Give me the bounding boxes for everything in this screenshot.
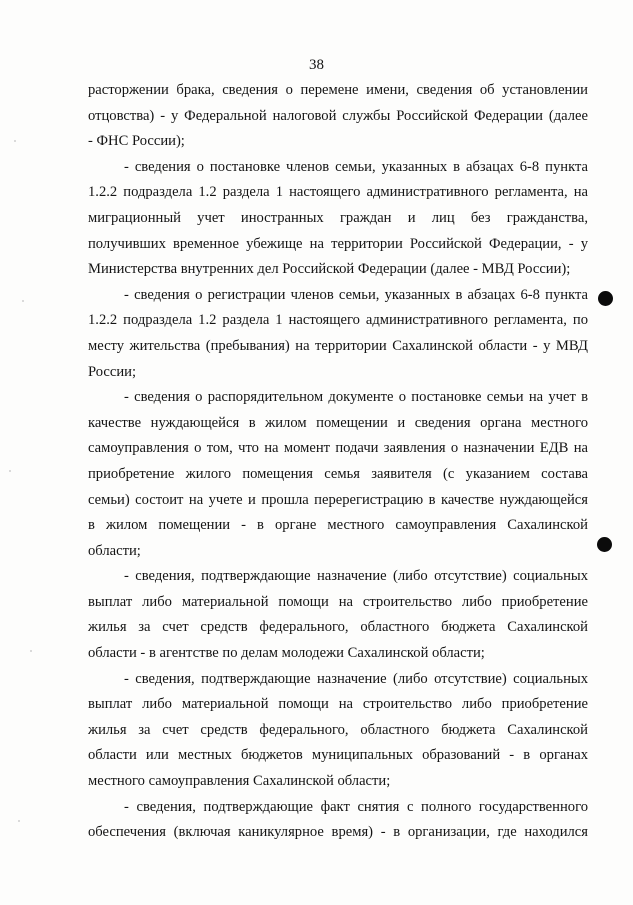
text-line: 1.2.2 подраздела 1.2 раздела 1 настоящего административного регламента, на [88, 184, 588, 201]
scan-speck [30, 650, 32, 652]
text-line: самоуправления о том, что на момент подачи заявления о назначении ЕДВ на [88, 440, 588, 457]
text-line: области - в агентстве по делам молодежи Сахалинской области; [88, 645, 485, 662]
paragraph-state-support [88, 795, 588, 846]
text-line: отцовства) - у Федеральной налоговой службы Российской Федерации (далее [88, 107, 588, 124]
text-line: - сведения о постановке членов семьи, указанных в абзацах 6-8 пункта [124, 158, 588, 175]
page-number: 38 [309, 57, 324, 73]
paragraph-youth-agency [88, 564, 588, 666]
paragraph-fns-migration [88, 155, 588, 283]
text-line: области или местных бюджетов муниципальных образований - в органах [88, 747, 588, 764]
paragraph-local-budgets [88, 667, 588, 795]
text-line: - ФНС России); [88, 133, 185, 150]
text-line: жилья за счет средств федерального, областного бюджета Сахалинской [88, 619, 588, 636]
text-line: расторжении брака, сведения о перемене имени, сведения об установлении [88, 82, 588, 98]
paragraph-housing-queue [88, 385, 588, 564]
text-line: получивших временное убежище на территории Российской Федерации, - у [88, 235, 588, 252]
text-line: обеспечения (включая каникулярное время) - в организации, где находился [88, 824, 588, 841]
text-line: жилья за счет средств федерального, областного бюджета Сахалинской [88, 721, 588, 738]
binding-hole-mark [597, 537, 612, 552]
scan-speck [18, 820, 20, 822]
text-line: 1.2.2 подраздела 1.2 раздела 1 настоящего административного регламента, по [88, 312, 588, 329]
scan-speck [9, 470, 11, 472]
text-line: семьи) состоит на учете и прошла перерегистрацию в качестве нуждающейся [88, 491, 588, 508]
text-line: местного самоуправления Сахалинской области; [88, 773, 391, 790]
text-line: - сведения о регистрации членов семьи, указанных в абзацах 6-8 пункта [124, 286, 588, 303]
text-line: - сведения, подтверждающие факт снятия с полного государственного [124, 798, 588, 815]
scan-speck [14, 140, 16, 142]
text-line: качестве нуждающейся в жилом помещении и сведения органа местного [88, 414, 588, 431]
text-line: - сведения о распорядительном документе о постановке семьи на учет в [124, 389, 588, 406]
text-line: выплат либо материальной помощи на строительство либо приобретение [88, 593, 588, 610]
scan-speck [22, 300, 24, 302]
text-line: в жилом помещении - в органе местного самоуправления Сахалинской [88, 517, 588, 534]
text-line: Министерства внутренних дел Российской Федерации (далее - МВД России); [88, 261, 571, 278]
paragraph-continuation [88, 78, 588, 155]
text-line: миграционный учет иностранных граждан и лиц без гражданства, [88, 209, 588, 226]
paragraph-registration [88, 283, 588, 385]
text-line: - сведения, подтверждающие назначение (либо отсутствие) социальных [124, 568, 588, 585]
text-line: выплат либо материальной помощи на строительство либо приобретение [88, 696, 588, 713]
text-line: приобретение жилого помещения семья заявителя (с указанием состава [88, 465, 588, 482]
text-line: - сведения, подтверждающие назначение (либо отсутствие) социальных [124, 670, 588, 687]
text-line: области; [88, 542, 141, 559]
text-line: месту жительства (пребывания) на территории Сахалинской области - у МВД [88, 337, 588, 354]
text-line: России; [88, 363, 137, 380]
body-text [88, 78, 588, 846]
binding-hole-mark [598, 291, 613, 306]
